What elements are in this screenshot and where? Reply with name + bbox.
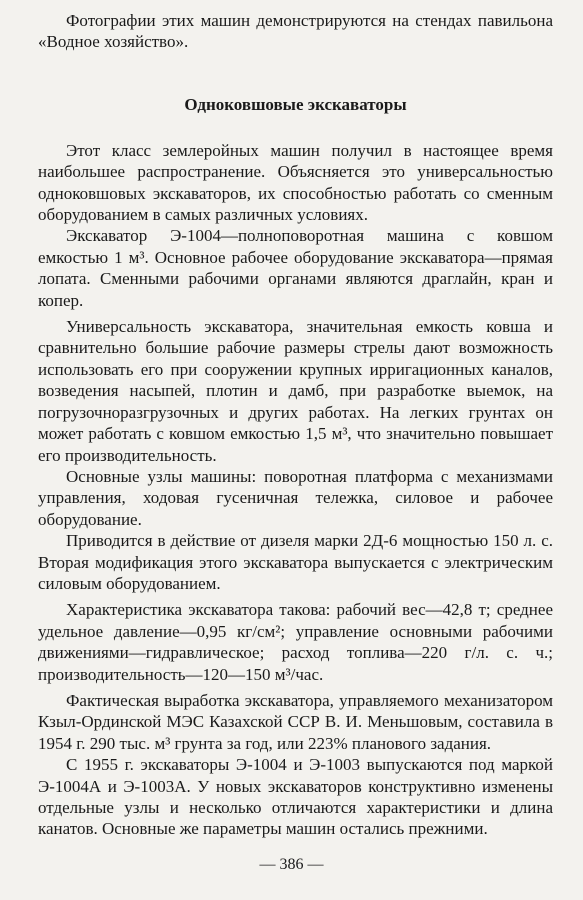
intro-paragraph: Фотографии этих машин демонстрируются на стендах павильона «Водное хозяйство». (38, 11, 553, 52)
paragraph-2: Экскаватор Э-1004—полноповоротная машина с ковшом емкостью 1 м³. Основное рабочее оборудование экскаватора—прямая лопата. Сменными рабочими органами являются драглайн, кран и копер. (38, 226, 553, 310)
page-number: — 386 — (259, 856, 324, 873)
section-title: Одноковшовые экскаваторы (184, 94, 407, 114)
paragraph-7: Фактическая выработка экскаватора, управляемого механизатором Кзыл-Ординской МЭС Казахской ССР В. И. Меньшовым, составила в 1954 г. 290 тыс. м³ грунта за год, или 223% планового задания. (38, 690, 553, 753)
paragraph-6: Характеристика экскаватора такова: рабочий вес—42,8 т; среднее удельное давление—0,95 кг/см²; управление основными рабочими движениями—гидравлическое; расход топлива—220 г/л. с. ч.; производительность—120—150 м³/час. (38, 600, 553, 684)
paragraph-3: Универсальность экскаватора, значительная емкость ковша и сравнительно большие рабочие размеры стрелы дают возможность использовать его при сооружении крупных ирригационных каналов, возведения насыпей, плотин и дамб, при разработке выемок, на погрузочноразгрузочных и других работах. На легких грунтах он может работать с ковшом емкостью 1,5 м³, что значительно повышает его производительность. (38, 317, 553, 465)
paragraph-8: С 1955 г. экскаваторы Э-1004 и Э-1003 выпускаются под маркой Э-1004А и Э-1003А. У новых экскаваторов конструктивно изменены отдельные узлы и несколько отличаются характеристики и длина канатов. Основные же параметры машин остались прежними. (38, 755, 553, 839)
paragraph-4: Основные узлы машины: поворотная платформа с механизмами управления, ходовая гусеничная тележка, силовое и рабочее оборудование. (38, 466, 553, 529)
paragraph-1: Этот класс землеройных машин получил в настоящее время наибольшее распространение. Объясняется это универсальностью одноковшовых экскаваторов, их способностью работать со сменным оборудованием в самых различных условиях. (38, 140, 553, 225)
paragraph-5: Приводится в действие от дизеля марки 2Д-6 мощностью 150 л. с. Вторая модификация этого экскаватора выпускается с электрическим силовым оборудованием. (38, 531, 553, 593)
